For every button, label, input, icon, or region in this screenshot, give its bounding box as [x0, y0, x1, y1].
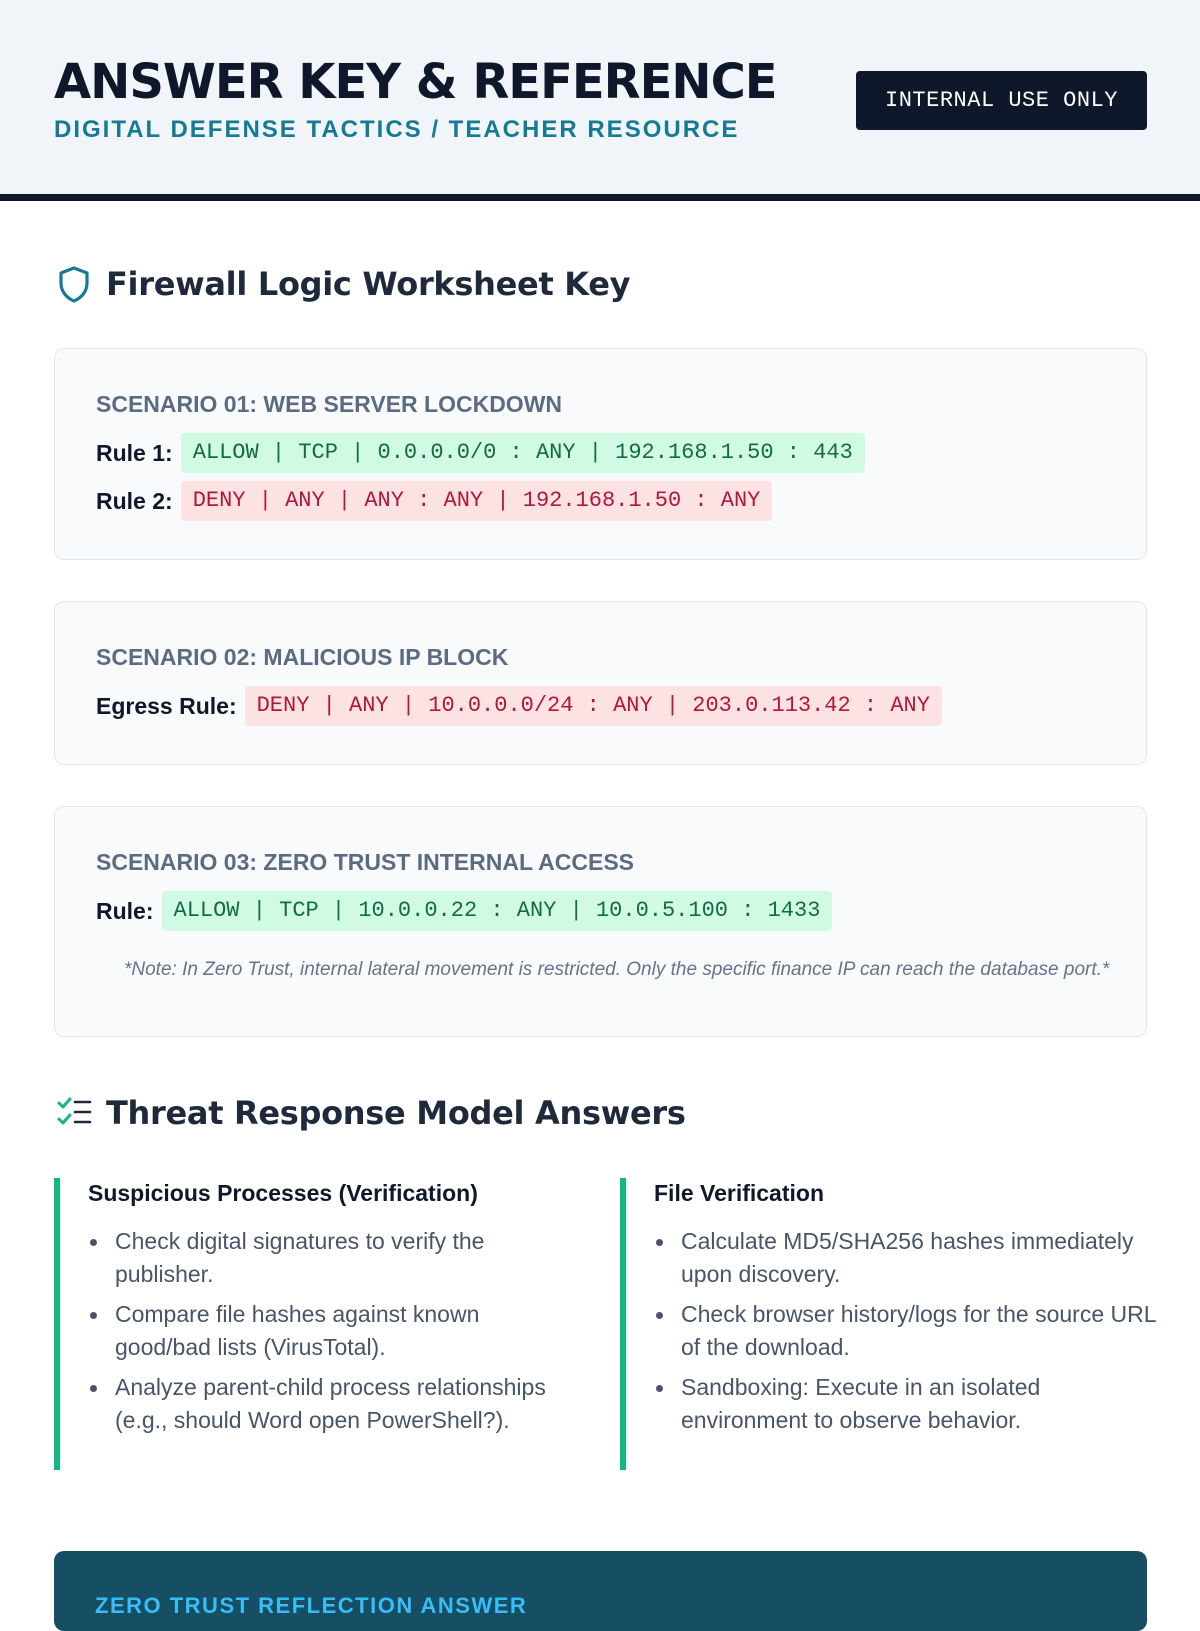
- list-item: Sandboxing: Execute in an isolated environment to observe behavior.: [654, 1371, 1160, 1437]
- reflection-label: ZERO TRUST REFLECTION ANSWER: [95, 1593, 528, 1618]
- rule-row: [96, 481, 772, 521]
- column-heading: Suspicious Processes (Verification): [88, 1180, 478, 1206]
- list-item: Compare file hashes against known good/bad lists (VirusTotal).: [88, 1298, 574, 1364]
- internal-use-badge: INTERNAL USE ONLY: [856, 71, 1147, 130]
- threat-section-title: Threat Response Model Answers: [106, 1094, 686, 1132]
- page-subtitle: DIGITAL DEFENSE TACTICS / TEACHER RESOURCE: [54, 116, 740, 143]
- rule-label: Rule 1:: [96, 439, 173, 466]
- shield-icon: [54, 264, 94, 304]
- rule-row: [96, 891, 832, 931]
- firewall-section-heading: [54, 264, 630, 304]
- scenario-heading: SCENARIO 03: ZERO TRUST INTERNAL ACCESS: [96, 849, 634, 875]
- threat-section-heading: [54, 1093, 686, 1133]
- rule-label: Rule:: [96, 897, 154, 924]
- answer-list: [654, 1225, 1160, 1437]
- verification-column: [54, 1178, 574, 1470]
- file-verification-column: [620, 1178, 1160, 1470]
- rule-code-allow: ALLOW | TCP | 10.0.0.22 : ANY | 10.0.5.100 : 1433: [162, 891, 833, 931]
- list-item: Check browser history/logs for the source URL of the download.: [654, 1298, 1160, 1364]
- rule-code-allow: ALLOW | TCP | 0.0.0.0/0 : ANY | 192.168.1.50 : 443: [181, 433, 865, 473]
- answer-list: [88, 1225, 574, 1437]
- firewall-section-title: Firewall Logic Worksheet Key: [106, 265, 631, 303]
- scenario-card-01: [54, 348, 1147, 560]
- rule-row: [96, 433, 865, 473]
- scenario-card-02: [54, 601, 1147, 765]
- list-item: Analyze parent-child process relationships (e.g., should Word open PowerShell?).: [88, 1371, 574, 1437]
- scenario-heading: SCENARIO 02: MALICIOUS IP BLOCK: [96, 644, 509, 670]
- column-heading: File Verification: [654, 1180, 824, 1206]
- list-item: Check digital signatures to verify the publisher.: [88, 1225, 574, 1291]
- rule-code-deny: DENY | ANY | ANY : ANY | 192.168.1.50 : ANY: [181, 481, 773, 521]
- rule-label: Rule 2:: [96, 487, 173, 514]
- reflection-answer-box: [54, 1551, 1147, 1631]
- zero-trust-note: *Note: In Zero Trust, internal lateral movement is restricted. Only the specific finance IP can reach the database port.*: [124, 959, 1110, 980]
- rule-label: Egress Rule:: [96, 692, 237, 719]
- list-item: Calculate MD5/SHA256 hashes immediately upon discovery.: [654, 1225, 1160, 1291]
- scenario-card-03: [54, 806, 1147, 1037]
- checklist-icon: [54, 1093, 94, 1133]
- rule-code-deny: DENY | ANY | 10.0.0.0/24 : ANY | 203.0.113.42 : ANY: [245, 686, 942, 726]
- rule-row: [96, 686, 942, 726]
- scenario-heading: SCENARIO 01: WEB SERVER LOCKDOWN: [96, 391, 563, 417]
- page-title: ANSWER KEY & REFERENCE: [54, 54, 777, 110]
- page-header: [0, 0, 1200, 201]
